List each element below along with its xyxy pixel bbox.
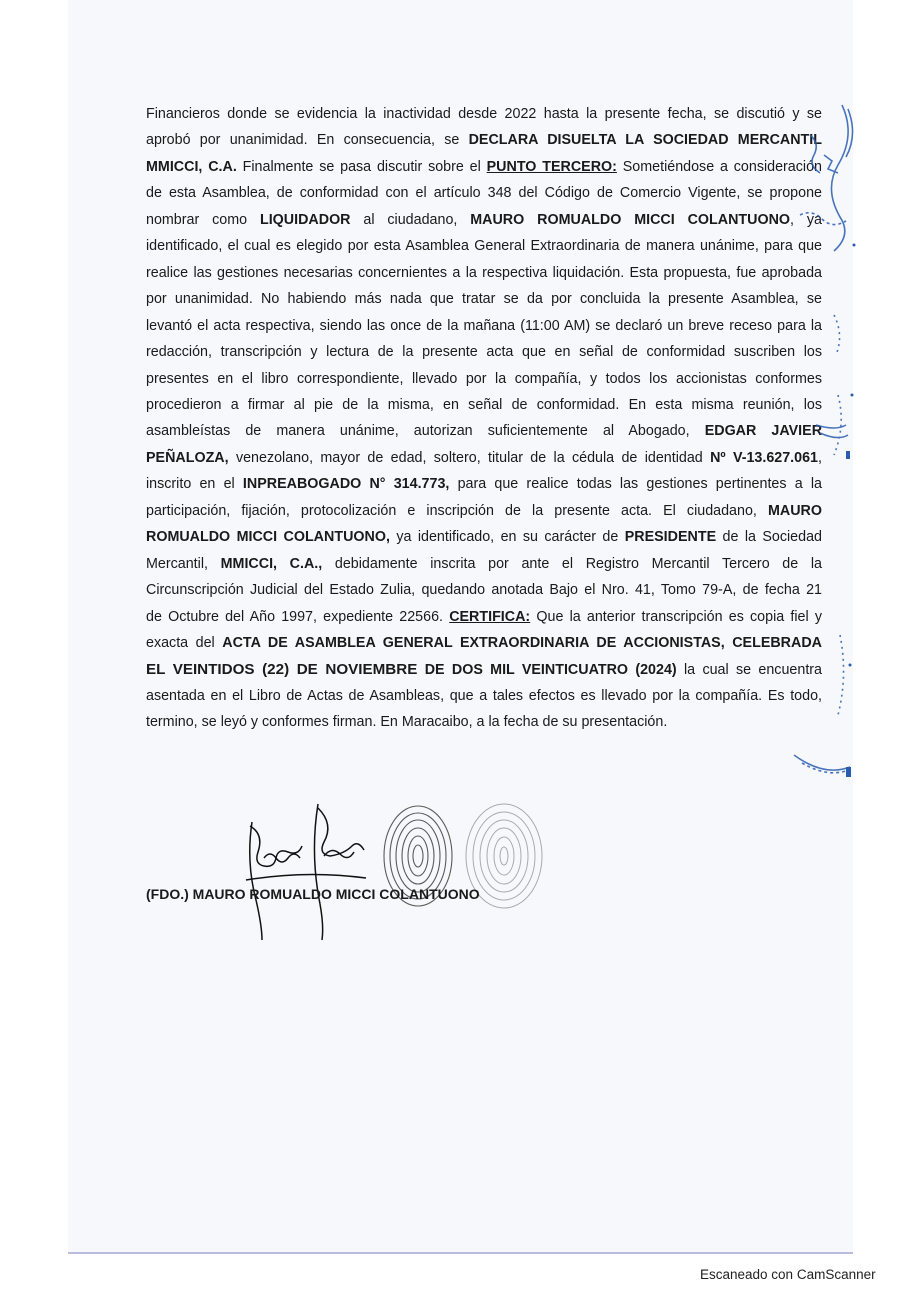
body-line: MMICCI, C.A. Finalmente se pasa discutir sobre el PUNTO TERCERO: Sometiéndose a consideración bbox=[146, 158, 822, 175]
body-line: levantó el acta respectiva, siendo las once de la mañana (11:00 AM) se declaró un breve receso para la bbox=[146, 317, 822, 334]
body-line: por unanimidad. No habiendo más nada que tratar se da por concluida la presente Asamblea, se bbox=[146, 291, 822, 308]
body-line: inscrito en el INPREABOGADO N° 314.773, para que realice todas las gestiones pertinentes a la bbox=[146, 476, 823, 493]
body-line: asambleístas de manera unánime, autorizan suficientemente al Abogado, EDGAR JAVIER bbox=[146, 423, 823, 440]
body-line: presentes en el libro correspondiente, llevado por la compañía, y todos los accionistas conformes bbox=[146, 370, 822, 387]
body-line: redacción, transcripción y lectura de la presente acta que en señal de conformidad suscriben los bbox=[146, 344, 822, 361]
signatory-name: (FDO.) MAURO ROMUALDO MICCI COLANTUONO bbox=[146, 886, 480, 902]
handwritten-signature-icon bbox=[246, 804, 366, 940]
document-body bbox=[146, 101, 822, 736]
body-line: PEÑALOZA, venezolano, mayor de edad, soltero, titular de la cédula de identidad Nº V-13.627.061, bbox=[146, 449, 822, 466]
body-line: asentada en el Libro de Actas de Asambleas, que a tales efectos es llevado por la compañía. Es todo, bbox=[146, 687, 822, 704]
body-line: Financieros donde se evidencia la inactividad desde 2022 hasta la presente fecha, se discutió y se bbox=[146, 106, 822, 122]
body-line: Circunscripción Judicial del Estado Zulia, quedando anotada Bajo el Nro. 41, Tomo 79-A, de fecha 21 bbox=[146, 582, 822, 599]
body-line: ROMUALDO MICCI COLANTUONO, ya identificado, en su carácter de PRESIDENTE de la Sociedad bbox=[146, 529, 822, 546]
body-line: nombrar como LIQUIDADOR al ciudadano, MAURO ROMUALDO MICCI COLANTUONO, ya bbox=[146, 211, 823, 228]
body-line: exacta del ACTA DE ASAMBLEA GENERAL EXTRAORDINARIA DE ACCIONISTAS, CELEBRADA bbox=[146, 635, 822, 652]
body-line: procedieron a firmar al pie de la misma, en señal de conformidad. En esta misma reunión, los bbox=[146, 396, 822, 413]
signature-block bbox=[146, 800, 566, 950]
scanner-watermark: Escaneado con CamScanner bbox=[700, 1267, 876, 1282]
body-line: identificado, el cual es elegido por esta Asamblea General Extraordinaria de manera unánime, para que bbox=[146, 238, 822, 255]
body-line: Mercantil, MMICCI, C.A., debidamente inscrita por ante el Registro Mercantil Tercero de la bbox=[146, 555, 822, 572]
page-edge bbox=[68, 1252, 853, 1254]
body-line: aprobó por unanimidad. En consecuencia, se DECLARA DISUELTA LA SOCIEDAD MERCANTIL bbox=[146, 132, 822, 149]
body-line: termino, se leyó y conformes firman. En Maracaibo, a la fecha de su presentación. bbox=[146, 714, 668, 731]
body-line: de esta Asamblea, de conformidad con el artículo 348 del Código de Comercio Vigente, se propone bbox=[146, 185, 822, 202]
body-line: participación, fijación, protocolización e inscripción de la presente acta. El ciudadano, MAURO bbox=[146, 502, 822, 519]
body-line: de Octubre del Año 1997, expediente 22566. CERTIFICA: Que la anterior transcripción es copia fiel y bbox=[146, 608, 822, 625]
body-line: realice las gestiones necesarias concernientes a la respectiva liquidación. Esta propuesta, fue aprobada bbox=[146, 264, 822, 281]
body-line: EL VEINTIDOS (22) DE NOVIEMBRE DE DOS MIL VEINTICUATRO (2024) la cual se encuentra bbox=[146, 660, 822, 678]
